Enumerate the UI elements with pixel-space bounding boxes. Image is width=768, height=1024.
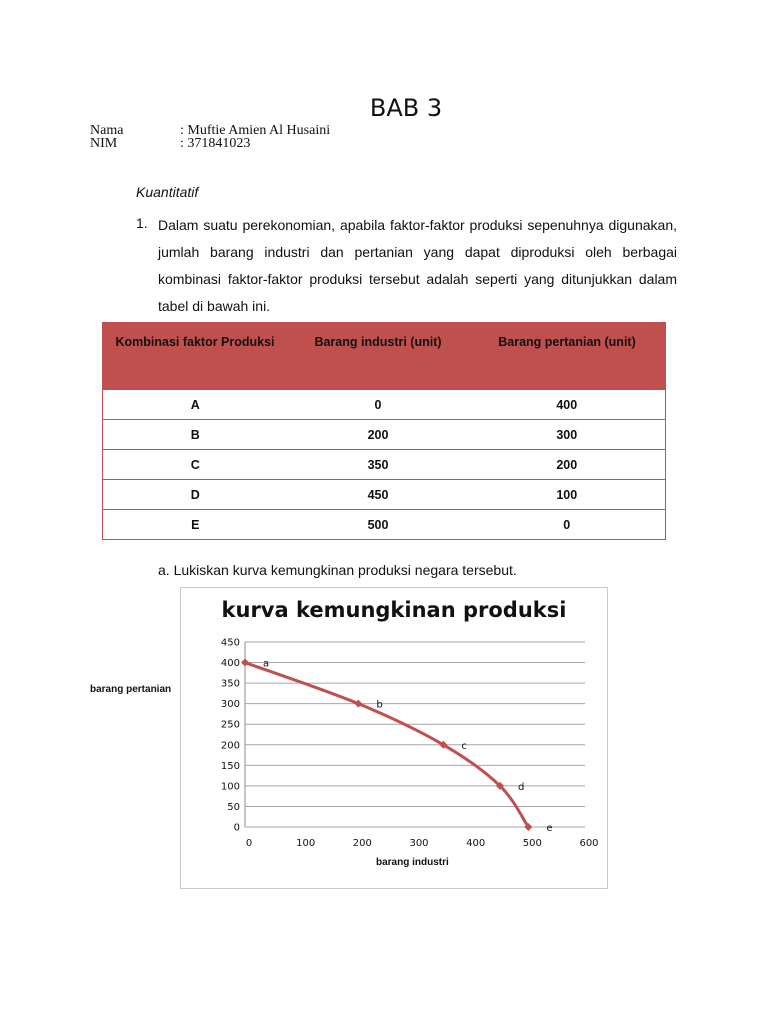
table-row xyxy=(103,420,666,450)
table-header-pertanian: Barang pertanian (unit) xyxy=(469,323,666,390)
y-tick-label: 300 xyxy=(220,699,240,711)
table-cell-pertanian: 200 xyxy=(469,450,666,480)
question-number: 1. xyxy=(136,215,148,231)
table-cell-kombinasi: C xyxy=(103,450,288,480)
table-row xyxy=(103,510,666,540)
y-tick-label: 100 xyxy=(220,781,240,793)
table-cell-kombinasi: B xyxy=(103,420,288,450)
point-label: d xyxy=(518,781,525,793)
table-cell-pertanian: 400 xyxy=(469,390,666,420)
table-cell-kombinasi: E xyxy=(103,510,288,540)
chart-x-axis-label: barang industri xyxy=(376,857,449,868)
point-label: b xyxy=(376,699,383,711)
y-tick-label: 0 xyxy=(233,822,240,834)
table-header-kombinasi: Kombinasi faktor Produksi xyxy=(103,323,288,390)
page-title: BAB 3 xyxy=(369,94,443,122)
point-label: e xyxy=(546,823,553,834)
y-tick-label: 400 xyxy=(220,658,240,670)
x-tick-label: 500 xyxy=(522,838,542,849)
x-tick-label: 400 xyxy=(466,838,486,849)
point-label: a xyxy=(263,658,270,670)
table-row xyxy=(103,450,666,480)
table-cell-industri: 450 xyxy=(288,480,469,510)
table-cell-industri: 350 xyxy=(288,450,469,480)
y-tick-label: 50 xyxy=(227,801,240,813)
table-cell-industri: 500 xyxy=(288,510,469,540)
nim-value: : 371841023 xyxy=(180,136,251,151)
table-row xyxy=(103,390,666,420)
table-header-row xyxy=(103,323,666,390)
chart-frame xyxy=(180,587,608,889)
table-cell-pertanian: 100 xyxy=(469,480,666,510)
x-tick-label: 0 xyxy=(245,838,253,849)
x-tick-label: 600 xyxy=(579,838,599,849)
chart-y-axis-label: barang pertanian xyxy=(90,684,172,695)
question-text: Dalam suatu perekonomian, apabila faktor-faktor produksi sepenuhnya digunakan, jumlah barang industri dan pertanian yang dapat diproduksi oleh berbagai kombinasi faktor-faktor produksi tersebut adalah seperti yang ditunjukkan dalam tabel di bawah ini. xyxy=(158,217,677,314)
table-cell-pertanian: 300 xyxy=(469,420,666,450)
y-tick-label: 250 xyxy=(220,719,240,731)
subquestion-text: a. Lukiskan kurva kemungkinan produksi negara tersebut. xyxy=(158,562,517,578)
y-tick-label: 450 xyxy=(220,637,240,649)
table-cell-kombinasi: D xyxy=(103,480,288,510)
chart-title: kurva kemungkinan produksi xyxy=(221,598,567,622)
nama-label: Nama xyxy=(90,123,124,138)
y-tick-label: 150 xyxy=(220,760,240,772)
y-tick-label: 200 xyxy=(220,740,240,752)
table-cell-industri: 200 xyxy=(288,420,469,450)
table-header-industri: Barang industri (unit) xyxy=(288,323,469,390)
x-tick-label: 300 xyxy=(409,838,429,849)
x-tick-label: 200 xyxy=(352,838,372,849)
table-row xyxy=(103,480,666,510)
point-label: c xyxy=(461,740,467,752)
table-cell-kombinasi: A xyxy=(103,390,288,420)
section-heading: Kuantitatif xyxy=(136,184,199,200)
y-tick-label: 350 xyxy=(220,678,240,690)
table-cell-pertanian: 0 xyxy=(469,510,666,540)
table-cell-industri: 0 xyxy=(288,390,469,420)
production-table xyxy=(102,322,666,540)
nama-value: : Muftie Amien Al Husaini xyxy=(180,123,331,138)
x-tick-label: 100 xyxy=(296,838,316,849)
nim-label: NIM xyxy=(90,136,118,151)
